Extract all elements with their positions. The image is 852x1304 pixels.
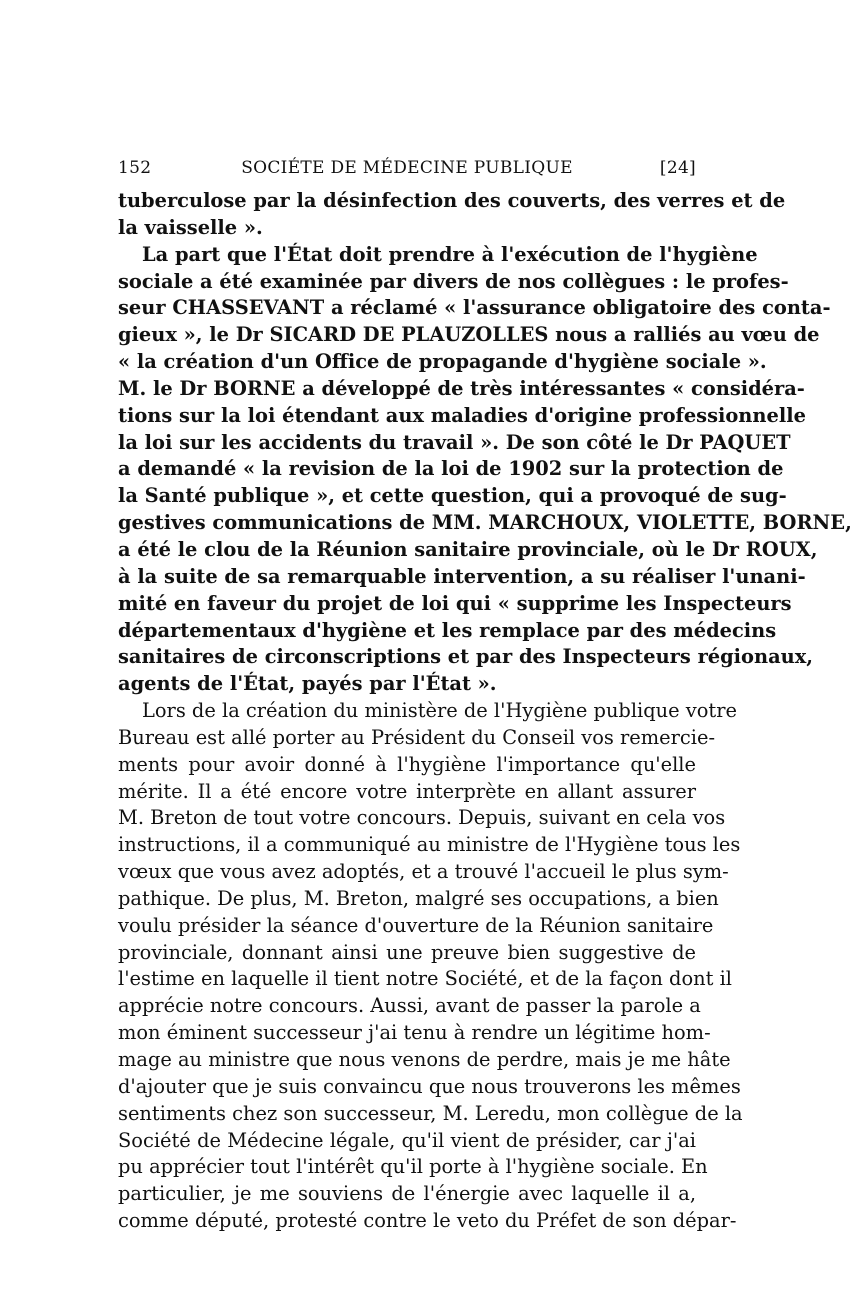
text-line: tions sur la loi étendant aux maladies d'origine professionnelle — [118, 403, 806, 427]
text-line: a été le clou de la Réunion sanitaire provinciale, où le Dr ROUX, — [118, 537, 818, 561]
text-line: gestives communications de MM. MARCHOUX, VIOLETTE, BORNE, — [118, 511, 852, 535]
text-line: M. Breton de tout votre concours. Depuis, suivant en cela vos — [118, 806, 726, 830]
running-title: SOCIÉTE DE MÉDECINE PUBLIQUE — [241, 158, 573, 178]
text-line: pathique. De plus, M. Breton, malgré ses occupations, a bien — [118, 886, 719, 910]
text-line: agents de l'État, payés par l'État ». — [118, 672, 497, 696]
text-line: tuberculose par la désinfection des couverts, des verres et de — [118, 189, 786, 212]
text-line: mité en faveur du projet de loi qui « supprime les Inspecteurs — [118, 591, 792, 615]
running-header — [118, 150, 696, 180]
text-line: « la création d'un Office de propagande d'hygiène sociale ». — [118, 350, 767, 374]
text-line: Bureau est allé porter au Président du Conseil vos remercie- — [118, 725, 715, 749]
text-line: sociale a été examinée par divers de nos collègues : le profes- — [118, 269, 789, 293]
text-line: La part que l'État doit prendre à l'exécution de l'hygiène — [142, 242, 758, 266]
text-line: à la suite de sa remarquable intervention, a su réaliser l'unani- — [118, 564, 806, 588]
section-number: [24] — [659, 158, 696, 178]
text-line: a demandé « la revision de la loi de 1902 sur la protection de — [118, 457, 784, 481]
text-line: comme député, protesté contre le veto du Préfet de son dépar- — [118, 1209, 737, 1233]
text-line: ments pour avoir donné à l'hygiène l'importance qu'elle — [118, 752, 696, 776]
text-line: la Santé publique », et cette question, qui a provoqué de sug- — [118, 484, 787, 508]
text-line: Lors de la création du ministère de l'Hygiène publique votre — [142, 699, 737, 723]
text-line: Société de Médecine légale, qu'il vient de présider, car j'ai — [118, 1128, 696, 1152]
text-line: voulu présider la séance d'ouverture de la Réunion sanitaire — [118, 913, 714, 937]
text-line: sanitaires de circonscriptions et par des Inspecteurs régionaux, — [118, 645, 814, 669]
text-line: mérite. Il a été encore votre interprète en allant assurer — [118, 779, 696, 803]
text-line: particulier, je me souviens de l'énergie avec laquelle il a, — [118, 1182, 696, 1206]
text-line: sentiments chez son successeur, M. Leredu, mon collègue de la — [118, 1101, 743, 1125]
text-line: mage au ministre que nous venons de perdre, mais je me hâte — [118, 1048, 731, 1071]
body-text — [118, 188, 852, 1235]
text-line: M. le Dr BORNE a développé de très intéressantes « considéra- — [118, 376, 805, 400]
text-line: la loi sur les accidents du travail ». De son côté le Dr PAQUET — [118, 430, 791, 454]
page-number: 152 — [118, 158, 152, 178]
text-line: gieux », le Dr SICARD DE PLAUZOLLES nous a ralliés au vœu de — [118, 323, 820, 347]
text-line: seur CHASSEVANT a réclamé « l'assurance obligatoire des conta- — [118, 296, 831, 320]
text-line: départementaux d'hygiène et les remplace par des médecins — [118, 618, 777, 642]
text-line: instructions, il a communiqué au ministre de l'Hygiène tous les — [118, 833, 741, 857]
text-line: apprécie notre concours. Aussi, avant de passer la parole a — [118, 994, 701, 1018]
text-line: mon éminent successeur j'ai tenu à rendre un légitime hom- — [118, 1021, 711, 1045]
text-line: la vaisselle ». — [118, 215, 263, 239]
text-line: pu apprécier tout l'intérêt qu'il porte à l'hygiène sociale. En — [118, 1155, 708, 1179]
text-line: d'ajouter que je suis convaincu que nous trouverons les mêmes — [118, 1074, 741, 1098]
text-line: provinciale, donnant ainsi une preuve bien suggestive de — [118, 940, 696, 964]
text-line: vœux que vous avez adoptés, et a trouvé l'accueil le plus sym- — [118, 860, 729, 884]
text-line: l'estime en laquelle il tient notre Société, et de la façon dont il — [118, 967, 732, 991]
